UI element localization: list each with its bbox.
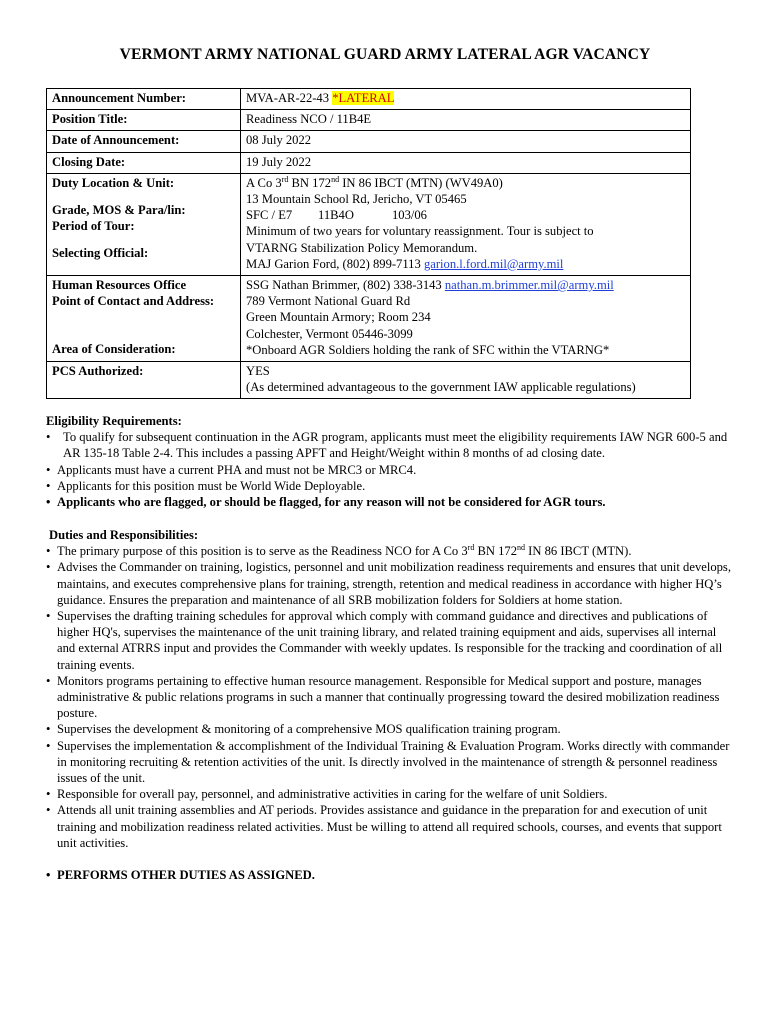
list-item: • Applicants for this position must be World Wide Deployable. bbox=[46, 478, 736, 494]
list-item: • Responsible for overall pay, personnel, and administrative activities in caring for the welfare of unit Soldiers. bbox=[46, 786, 736, 802]
grade-mos: 11B4O bbox=[318, 208, 354, 223]
period-label: Period of Tour: bbox=[52, 219, 135, 234]
pcs-values bbox=[241, 362, 691, 399]
hr-area-values bbox=[241, 276, 691, 362]
duties-list bbox=[46, 543, 736, 851]
duty-location-label: Duty Location & Unit: bbox=[52, 175, 175, 190]
pcs-label: PCS Authorized: bbox=[47, 362, 241, 399]
position-label: Position Title: bbox=[47, 110, 241, 131]
list-item: • Supervises the development & monitoring of a comprehensive MOS qualification training program. bbox=[46, 721, 736, 737]
list-item: • Supervises the drafting training schedules for approval which comply with command guidance and directives and publications of higher HQ's, supervises the maintenance of the unit training library, and related training equipment and aids, supervises all internal and external ATRRS input and provides the Commander with weekly updates. Is responsible for the tracking and coordination of all training events. bbox=[46, 608, 736, 673]
hr-address-line2: Green Mountain Armory; Room 234 bbox=[246, 310, 431, 325]
table-row bbox=[47, 173, 691, 275]
list-item: • Applicants must have a current PHA and must not be MRC3 or MRC4. bbox=[46, 462, 736, 478]
eligibility-list bbox=[46, 429, 736, 510]
pcs-note: (As determined advantageous to the government IAW applicable regulations) bbox=[246, 380, 636, 395]
hr-address-line1: 789 Vermont National Guard Rd bbox=[246, 294, 411, 309]
list-item: • Monitors programs pertaining to effective human resource management. Responsible for Medical support and posture, manages administrative & public relations programs in such a manner that continually progressing toward the desired mobilization readiness posture. bbox=[46, 673, 736, 722]
duty-grade-labels bbox=[47, 173, 241, 275]
pcs-value: YES bbox=[246, 364, 270, 379]
period-line1: Minimum of two years for voluntary reassignment. Tour is subject to bbox=[246, 224, 594, 239]
table-row bbox=[47, 276, 691, 362]
hr-label-line1: Human Resources Office bbox=[52, 278, 187, 293]
list-item: • Applicants who are flagged, or should be flagged, for any reason will not be considered for AGR tours. bbox=[46, 494, 736, 510]
duty-grade-values bbox=[241, 173, 691, 275]
selecting-official-email-link[interactable]: garion.l.ford.mil@army.mil bbox=[423, 256, 564, 271]
eligibility-section bbox=[46, 413, 736, 510]
lateral-tag: *LATERAL bbox=[332, 91, 395, 105]
hr-area-labels bbox=[47, 276, 241, 362]
list-item: • Advises the Commander on training, logistics, personnel and unit mobilization readiness requirements and ensures that unit develops, maintains, and executes comprehensive plans for training, strength, retention and medical readiness in accordance with higher HQ’s guidance. Ensures the preparation and maintenance of all SRB mobilization folders for Soldiers at home station. bbox=[46, 559, 736, 608]
duty-location-line2: 13 Mountain School Rd, Jericho, VT 05465 bbox=[246, 192, 467, 207]
table-row bbox=[47, 110, 691, 131]
table-row bbox=[47, 152, 691, 173]
closing-date-value: 19 July 2022 bbox=[241, 152, 691, 173]
table-row bbox=[47, 362, 691, 399]
grade-para: 103/06 bbox=[392, 208, 427, 223]
announcement-number: MVA-AR-22-43 bbox=[246, 91, 330, 105]
duties-heading: Duties and Responsibilities: bbox=[49, 528, 199, 542]
area-label: Area of Consideration: bbox=[52, 342, 176, 357]
list-item: • PERFORMS OTHER DUTIES AS ASSIGNED. bbox=[46, 867, 736, 883]
hr-label-line2: Point of Contact and Address: bbox=[52, 294, 215, 309]
duties-final-list bbox=[46, 867, 736, 883]
list-item: • Supervises the implementation & accomplishment of the Individual Training & Evaluation Program. Works directly with commander in monitoring recruiting & retention activities of the unit. Is directly involved in the maintenance of strength & personnel readiness issues of the unit. bbox=[46, 738, 736, 787]
date-announcement-label: Date of Announcement: bbox=[47, 131, 241, 152]
vacancy-info-table bbox=[46, 88, 691, 399]
grade-label: Grade, MOS & Para/lin: bbox=[52, 203, 186, 218]
date-announcement-value: 08 July 2022 bbox=[241, 131, 691, 152]
area-value: *Onboard AGR Soldiers holding the rank of SFC within the VTARNG* bbox=[246, 342, 610, 357]
period-line2: VTARNG Stabilization Policy Memorandum. bbox=[246, 240, 478, 255]
duty-location-line1: A Co 3rd BN 172nd IN 86 IBCT (MTN) (WV49A0) bbox=[246, 174, 503, 190]
table-row bbox=[47, 131, 691, 152]
position-value: Readiness NCO / 11B4E bbox=[241, 110, 691, 131]
duties-section bbox=[46, 527, 736, 883]
hr-address-line3: Colchester, Vermont 05446-3099 bbox=[246, 326, 413, 341]
hr-contact-line: SSG Nathan Brimmer, (802) 338-3143 nathan.m.brimmer.mil@army.mil bbox=[246, 278, 614, 293]
announcement-value bbox=[241, 89, 691, 110]
selecting-official-label: Selecting Official: bbox=[52, 246, 149, 261]
hr-email-link[interactable]: nathan.m.brimmer.mil@army.mil bbox=[444, 278, 614, 293]
grade-rank: SFC / E7 bbox=[246, 208, 293, 223]
list-item: • Attends all unit training assemblies and AT periods. Provides assistance and guidance in the preparation for and execution of unit training and mobilization readiness related activities. Must be willing to attend all required schools, courses, and events that support unit activities. bbox=[46, 802, 736, 851]
announcement-label: Announcement Number: bbox=[47, 89, 241, 110]
list-item: • The primary purpose of this position is to serve as the Readiness NCO for A Co 3rd BN 172nd IN 86 IBCT (MTN). bbox=[46, 543, 736, 559]
selecting-official-value: MAJ Garion Ford, (802) 899-7113 garion.l.ford.mil@army.mil bbox=[246, 256, 564, 271]
closing-date-label: Closing Date: bbox=[47, 152, 241, 173]
page-title: VERMONT ARMY NATIONAL GUARD ARMY LATERAL AGR VACANCY bbox=[119, 46, 651, 63]
grade-value bbox=[246, 207, 685, 223]
eligibility-heading: Eligibility Requirements: bbox=[46, 414, 182, 428]
table-row bbox=[47, 89, 691, 110]
list-item: • To qualify for subsequent continuation in the AGR program, applicants must meet the eligibility requirements IAW NGR 600-5 and AR 135-18 Table 2-4. This includes a passing APFT and Height/Weight within 8 months of ad closing date. bbox=[46, 429, 736, 461]
